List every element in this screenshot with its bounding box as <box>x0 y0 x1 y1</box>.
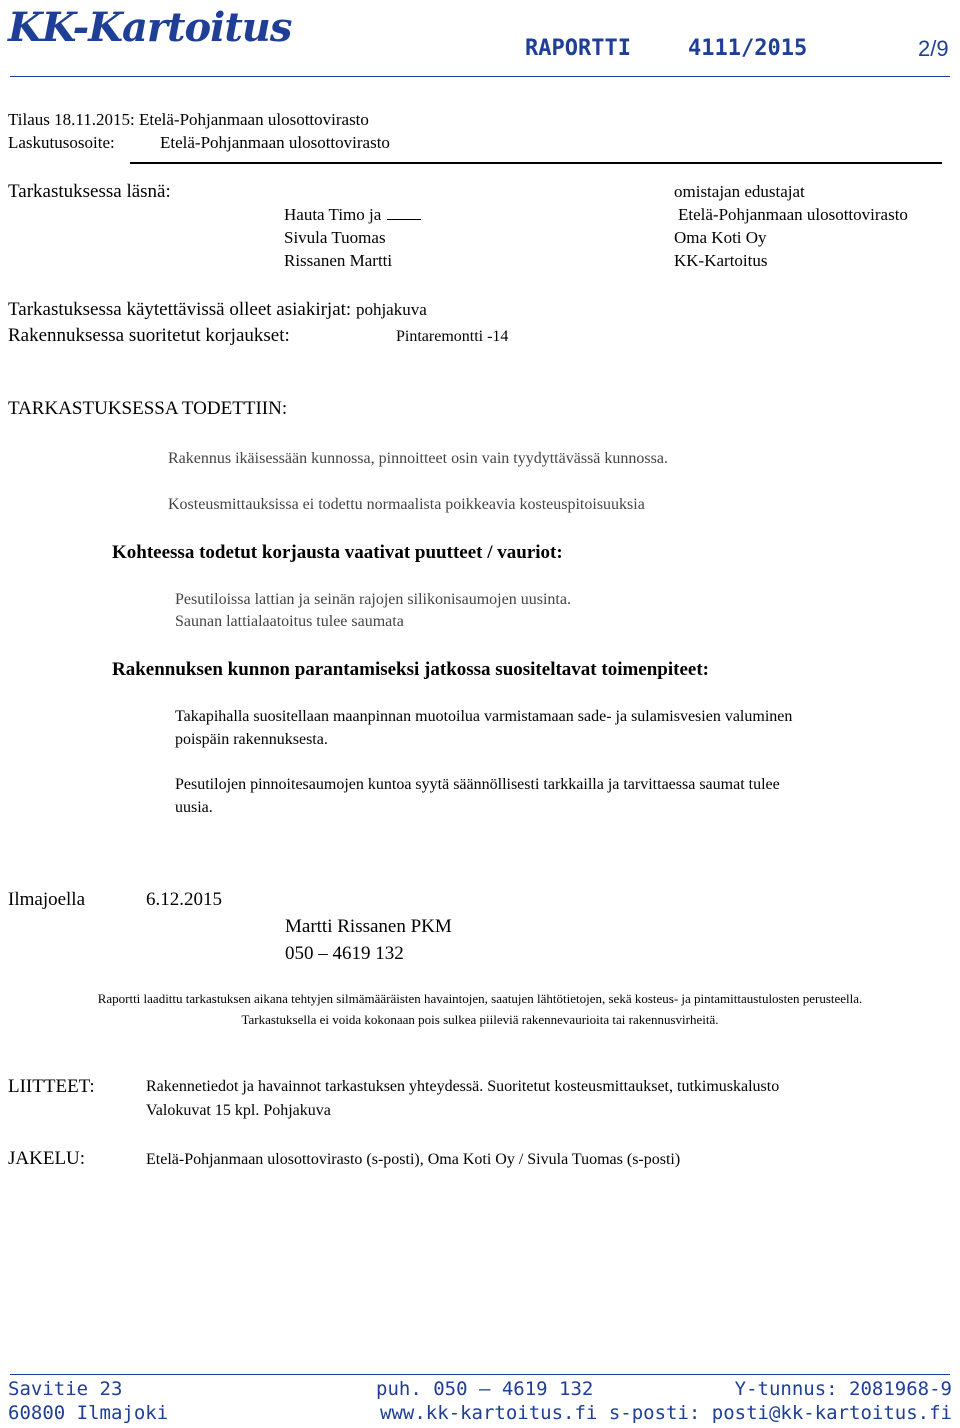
header-divider <box>10 76 950 77</box>
documents-line <box>8 299 427 321</box>
report-label: RAPORTTI <box>525 36 631 61</box>
billing-label: Laskutusosoite: <box>8 133 115 152</box>
recommendations-heading: Rakennuksen kunnon parantamiseksi jatkossa suositeltavat toimenpiteet: <box>112 659 709 680</box>
disclaimer-line: Tarkastuksella ei voida kokonaan pois sulkea piileviä rakennevaurioita tai rakennusvirheitä. <box>241 1012 719 1027</box>
defects-heading: Kohteessa todetut korjausta vaativat puutteet / vauriot: <box>112 542 563 563</box>
disclaimer-line: Raportti laadittu tarkastuksen aikana tehtyjen silmämääräisten havaintojen, saatujen lähtötietojen, sekä kosteus- ja pintamittaustulosten perusteella. <box>97 991 863 1006</box>
order-line: Tilaus 18.11.2015: Etelä-Pohjanmaan ulosottovirasto <box>8 110 369 129</box>
footer-street: Savitie 23 <box>8 1378 123 1400</box>
defects-item: Saunan lattialaatoitus tulee saumata <box>175 613 404 630</box>
footer-phone: puh. 050 – 4619 132 <box>376 1378 594 1400</box>
report-number: 4111/2015 <box>688 36 808 61</box>
documents-label: Tarkastuksessa käytettävissä olleet asiakirjat: <box>8 299 352 320</box>
billing-value: Etelä-Pohjanmaan ulosottovirasto <box>160 133 390 152</box>
signature-date: 6.12.2015 <box>146 889 222 910</box>
attendee-name: Hauta Timo ja <box>284 205 421 225</box>
recommendation-text: Pesutilojen pinnoitesaumojen kuntoa syytä säännöllisesti tarkkailla ja tarvittaessa saumat tulee <box>175 776 780 793</box>
attendee-role: KK-Kartoitus <box>674 251 768 270</box>
attendee-role: Oma Koti Oy <box>674 228 767 247</box>
footer-business-id: Y-tunnus: 2081968-9 <box>734 1378 952 1400</box>
blank-line <box>387 205 421 220</box>
info-divider <box>130 162 942 164</box>
findings-paragraph: Kosteusmittauksissa ei todettu normaalista poikkeavia kosteuspitoisuuksia <box>168 496 645 513</box>
signature-name: Martti Rissanen PKM <box>285 916 452 937</box>
footer-email[interactable]: s-posti: posti@kk-kartoitus.fi <box>608 1402 952 1424</box>
footer-city: 60800 Ilmajoki <box>8 1402 169 1424</box>
attachments-label: LIITTEET: <box>8 1076 95 1097</box>
distribution-label: JAKELU: <box>8 1148 86 1169</box>
repairs-value: Pintaremontti -14 <box>396 328 509 345</box>
signature-phone: 050 – 4619 132 <box>285 943 404 964</box>
documents-value: pohjakuva <box>355 300 427 319</box>
footer-divider <box>10 1374 950 1375</box>
attendee-role: omistajan edustajat <box>674 182 805 201</box>
footer-website[interactable]: www.kk-kartoitus.fi <box>380 1402 598 1424</box>
attendee-name: Sivula Tuomas <box>284 228 386 247</box>
signature-place: Ilmajoella <box>8 889 86 910</box>
attendees-label: Tarkastuksessa läsnä: <box>8 181 171 202</box>
defects-item: Pesutiloissa lattian ja seinän rajojen silikonisaumojen uusinta. <box>175 591 571 608</box>
attendee-role: Etelä-Pohjanmaan ulosottovirasto <box>678 205 908 224</box>
distribution-text: Etelä-Pohjanmaan ulosottovirasto (s-posti), Oma Koti Oy / Sivula Tuomas (s-posti) <box>146 1151 681 1168</box>
recommendation-text: uusia. <box>175 799 213 816</box>
repairs-label: Rakennuksessa suoritetut korjaukset: <box>8 325 290 346</box>
attachments-text: Rakennetiedot ja havainnot tarkastuksen yhteydessä. Suoritetut kosteusmittaukset, tutkimuskalusto <box>146 1078 780 1095</box>
page-number: 2/9 <box>918 36 949 61</box>
findings-heading: TARKASTUKSESSA TODETTIIN: <box>8 398 288 419</box>
findings-paragraph: Rakennus ikäisessään kunnossa, pinnoitteet osin vain tyydyttävässä kunnossa. <box>168 450 668 467</box>
recommendation-text: poispäin rakennuksesta. <box>175 731 328 748</box>
recommendation-text: Takapihalla suositellaan maanpinnan muotoilua varmistamaan sade- ja sulamisvesien valuminen <box>175 708 793 725</box>
attendee-name: Rissanen Martti <box>284 251 393 270</box>
attachments-text: Valokuvat 15 kpl. Pohjakuva <box>146 1102 331 1119</box>
company-logo: KK-Kartoitus <box>8 4 292 51</box>
